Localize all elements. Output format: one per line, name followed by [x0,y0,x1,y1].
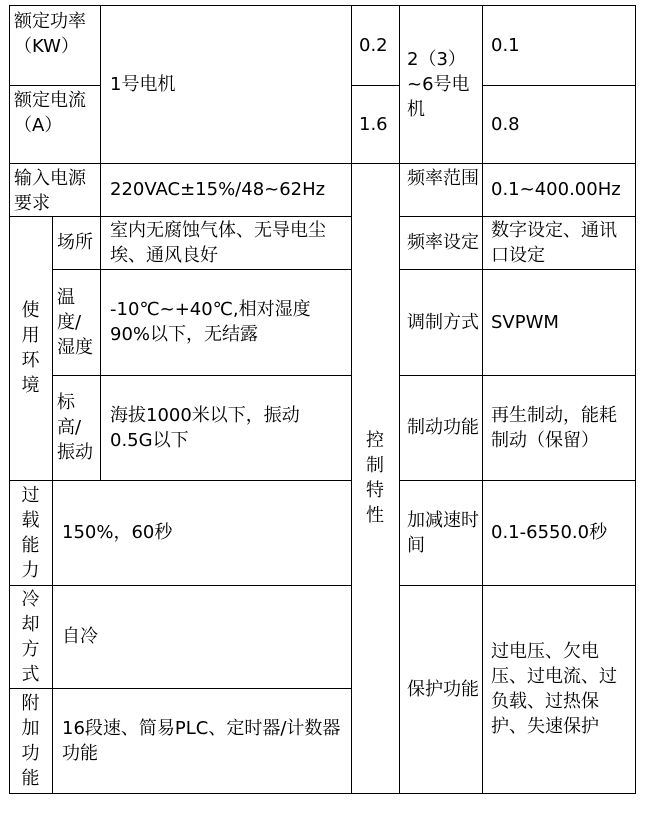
extra-value: 16段速、简易PLC、定时器/计数器功能 [62,717,341,764]
rated-power-motor1-value: 0.2 [359,34,388,56]
place-value: 室内无腐蚀气体、无导电尘埃、通风良好 [110,219,326,266]
motor1-label: 1号电机 [110,73,176,95]
usage-env-label-wrap [9,216,52,480]
freq-set-value: 数字设定、通讯口设定 [491,219,617,266]
overload-label-wrap [9,480,52,585]
accel-label: 加减速时间 [407,509,479,556]
freq-set-label: 频率设定 [407,232,479,253]
extra-label-wrap [9,688,52,793]
motor2-label: 2（3）~6号电机 [407,48,470,120]
braking-label: 制动功能 [407,417,479,438]
freq-range-value: 0.1~400.00Hz [491,179,621,200]
cooling-label-wrap [9,585,52,688]
modulation-label: 调制方式 [407,311,479,333]
cooling-label: 冷却方式 [21,588,40,685]
alt-label: 标高/振动 [57,392,93,463]
alt-value: 海拔1000米以下，振动0.5G以下 [110,404,300,451]
usage-env-label: 使用环境 [21,300,40,396]
alt-label-wrap [52,375,100,480]
extra-label: 附加功能 [21,692,40,789]
rated-current-motor2-value: 0.8 [491,113,520,135]
protect-label: 保护功能 [407,678,479,700]
place-label: 场所 [57,232,93,253]
braking-value: 再生制动，能耗制动（保留） [491,404,617,451]
overload-label: 过载能力 [21,484,40,581]
freq-range-label: 频率范围 [407,168,479,189]
overload-value: 150%，60秒 [62,522,173,543]
modulation-value: SVPWM [491,311,559,333]
input-power-value: 220VAC±15%/48~62Hz [110,179,326,200]
protect-value: 过电压、欠电压、过电流、过负载、过热保护、失速保护 [491,641,617,737]
input-power-label: 输入电源要求 [14,168,86,214]
rated-power-motor2-value: 0.1 [491,34,520,56]
temp-label: 温度/湿度 [57,286,93,358]
cooling-value: 自冷 [62,626,98,647]
rated-current-motor1-value: 1.6 [359,113,388,135]
accel-value: 0.1-6550.0秒 [491,522,608,543]
control-label-wrap [359,163,391,793]
temp-value: -10℃~+40℃,相对湿度90%以下，无结露 [110,299,311,345]
control-label: 控制特性 [366,430,384,526]
place-label-wrap [52,216,100,269]
rated-power-label: 额定功率（KW） [14,11,86,57]
rated-current-label: 额定电流（A） [14,90,86,136]
temp-label-wrap [52,269,100,375]
